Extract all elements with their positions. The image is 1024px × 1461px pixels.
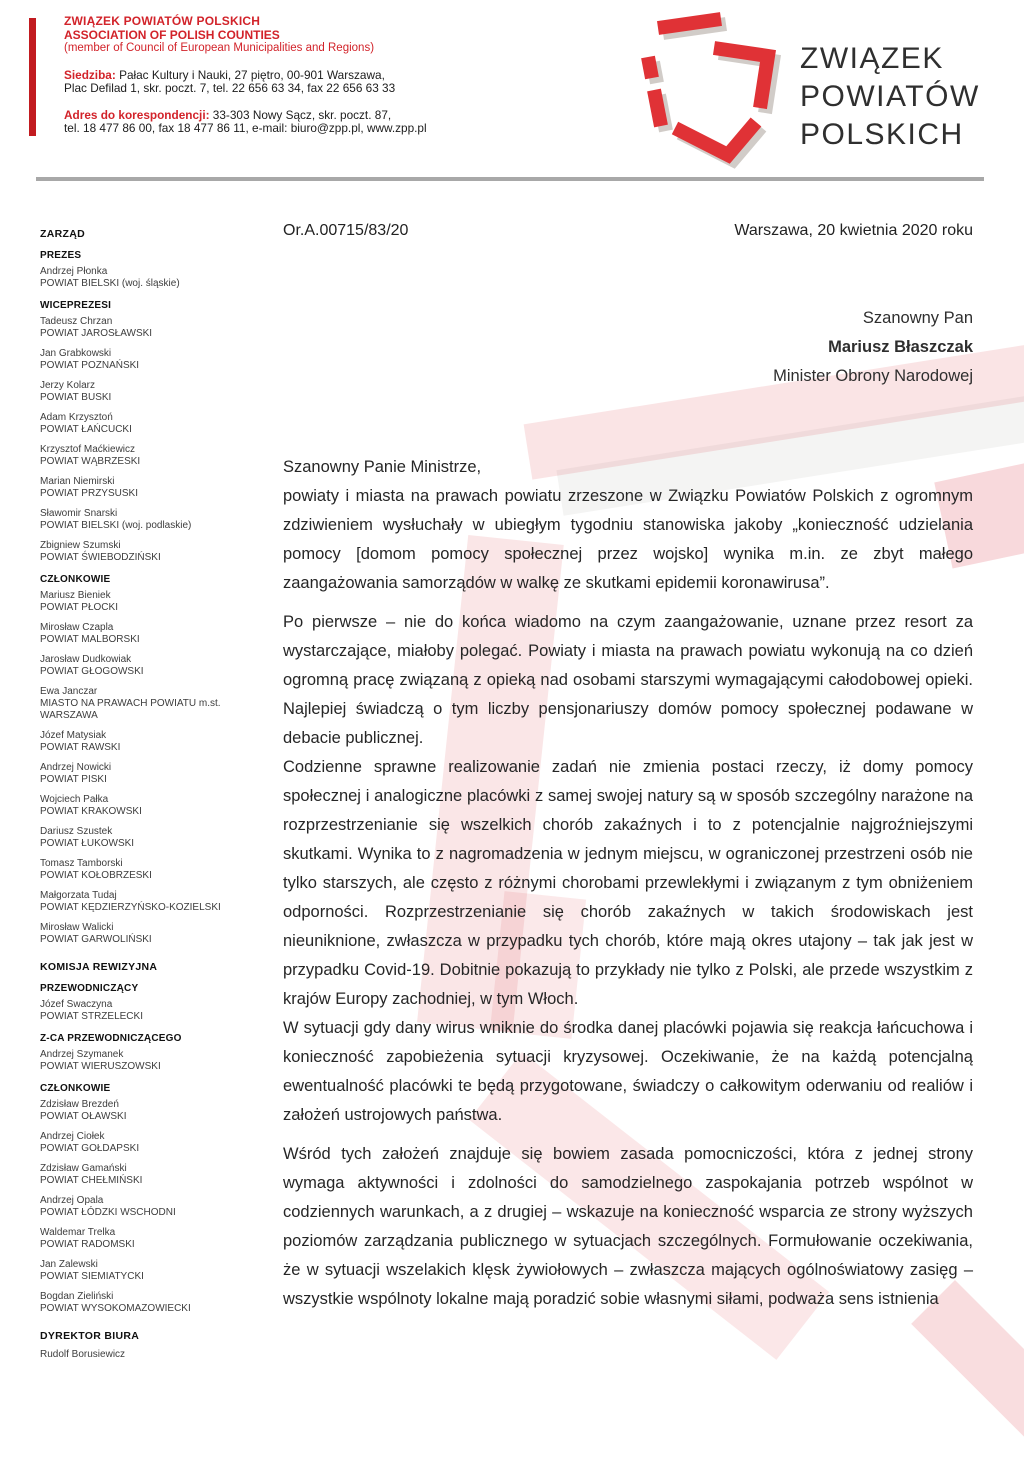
member-unit: POWIAT OŁAWSKI: [40, 1111, 127, 1122]
member-unit: POWIAT PISKI: [40, 774, 107, 785]
member-name: Mariusz Bieniek: [40, 590, 111, 601]
body-paragraph: Wśród tych założeń znajduje się bowiem zasada pomocniczości, która z jednej strony wymaga aktywności i zdolności do samodzielnego zaspokajania potrzeb wspólnot w codziennych warunkach, a z drugiej – wskazuje na konieczność wsparcia ze strony wyższych poziomów zarządzania publicznego w sytuacjach szczególnych. Formułowanie oczekiwania, że w sytuacji wszelakich klęsk żywiołowych – zwłaszcza mających ogólnoświatowy zasięg – wszystkie wspólnoty lokalne mają poradzić sobie własnymi siłami, podważa sens istnienia: [283, 1145, 973, 1308]
letter-main: [283, 222, 973, 1314]
member-name: Sławomir Snarski: [40, 508, 118, 519]
sidebar-member: [40, 590, 245, 614]
member-name: Adam Krzysztoń: [40, 412, 113, 423]
seat-address-line2: Plac Defilad 1, skr. poczt. 7, tel. 22 656 63 34, fax 22 656 63 33: [64, 81, 396, 95]
sidebar-member: [40, 1131, 245, 1155]
logo-word-line2: POWIATÓW: [800, 80, 980, 113]
member-name: Andrzej Płonka: [40, 266, 108, 277]
sidebar-member: [40, 858, 245, 882]
member-name: Józef Swaczyna: [40, 999, 113, 1010]
member-unit: POWIAT KOŁOBRZESKI: [40, 870, 152, 881]
sidebar-member: [40, 508, 245, 532]
member-unit: POWIAT JAROSŁAWSKI: [40, 328, 153, 339]
sidebar-role-label: CZŁONKOWIE: [40, 1083, 111, 1094]
sidebar-member: [40, 1259, 245, 1283]
body-paragraph: Codzienne sprawne realizowanie zadań nie zmienia postaci rzeczy, iż domy pomocy społecznej i analogiczne placówki z samej swojej natury są w sposób szczególny narażone na rozprzestrzenianie się wszelkich chorób zakaźnych i to z potencjalnie najgroźniejszymi skutkami. Wynika to z nagromadzenia w jednym miejscu, w ograniczonej przestrzeni osób nie tylko starszych, ale często z różnymi chorobami przewlekłymi i związanym z tym obniżeniem odporności. Rozprzestrzenianie się chorób zakaźnych w takich środowiskach jest nieuniknione, zwłaszcza w przypadku tych chorób, które mają okres utajony – tak jak jest w przypadku Covid-19. Dobitnie pokazują to przykłady nie tylko z Polski, ale przede wszystkim z krajów Europy zachodniej, w tym Włoch.: [283, 758, 973, 1008]
member-name: Jerzy Kolarz: [40, 380, 96, 391]
sidebar-section-heading: DYREKTOR BIURA: [40, 1330, 140, 1342]
sidebar: [40, 228, 245, 1369]
sidebar-role-label: PRZEWODNICZĄCY: [40, 983, 139, 994]
letter-date: Warszawa, 20 kwietnia 2020 roku: [734, 222, 973, 239]
member-unit: POWIAT ŁUKOWSKI: [40, 838, 135, 849]
sidebar-member: [40, 444, 245, 468]
sidebar-role-label: PREZES: [40, 250, 82, 261]
member-name: Andrzej Szymanek: [40, 1049, 124, 1060]
member-unit: POWIAT CHEŁMIŃSKI: [40, 1175, 143, 1186]
member-unit: POWIAT ŚWIEBODZIŃSKI: [40, 552, 161, 563]
member-name: Waldemar Trelka: [40, 1227, 116, 1238]
member-unit: POWIAT RADOMSKI: [40, 1239, 135, 1250]
recipient-name: Mariusz Błaszczak: [828, 338, 973, 356]
member-name: Krzysztof Maćkiewicz: [40, 444, 136, 455]
header-divider: [36, 177, 984, 181]
member-name: Jan Grabkowski: [40, 348, 112, 359]
logo-word-line1: ZWIĄZEK: [800, 42, 944, 75]
member-unit: POWIAT KĘDZIERZYŃSKO-KOZIELSKI: [40, 902, 221, 913]
sidebar-member: [40, 890, 245, 914]
member-name: Dariusz Szustek: [40, 826, 113, 837]
member-name: Jan Zalewski: [40, 1259, 98, 1270]
sidebar-role-label: Z-CA PRZEWODNICZĄCEGO: [40, 1033, 182, 1044]
sidebar-member: [40, 1049, 245, 1073]
member-unit: POWIAT MALBORSKI: [40, 634, 140, 645]
member-name: Józef Matysiak: [40, 730, 107, 741]
member-name: Rudolf Borusiewicz: [40, 1349, 126, 1360]
org-membership: (member of Council of European Municipalities and Regions): [64, 42, 375, 54]
member-unit: POWIAT KRAKOWSKI: [40, 806, 142, 817]
member-name: Jarosław Dudkowiak: [40, 654, 132, 665]
sidebar-member: [40, 622, 245, 646]
seat-address-line1: [64, 69, 484, 83]
recipient-block: [283, 304, 973, 391]
member-name: Zdzisław Gamański: [40, 1163, 127, 1174]
reference-number: Or.A.00715/83/20: [283, 222, 409, 239]
member-unit: POWIAT GŁOGOWSKI: [40, 666, 144, 677]
member-name: Tadeusz Chrzan: [40, 316, 113, 327]
zpp-logo-mark-icon: [628, 8, 800, 170]
sidebar-member: [40, 476, 245, 500]
letter-body: [283, 453, 973, 1314]
sidebar-role-label: CZŁONKOWIE: [40, 574, 111, 585]
sidebar-member: [40, 686, 245, 722]
member-name: Ewa Janczar: [40, 686, 98, 697]
org-name-en: ASSOCIATION OF POLISH COUNTIES: [64, 27, 280, 42]
member-name: Andrzej Opala: [40, 1195, 104, 1206]
member-unit: POWIAT ŁAŃCUCKI: [40, 424, 132, 435]
body-paragraph: Po pierwsze – nie do końca wiadomo na czym zaangażowanie, uznane przez resort za wystarczające, miałoby polegać. Powiaty i miasta na prawach powiatu wykonują na co dzień ogromną pracę związaną z opieką nad osobami starszymi wymagającymi całodobowej opieki. Najlepiej świadczą o tym liczby pensjonariuszy domów pomocy społecznej podawane w debacie publicznej.: [283, 613, 973, 747]
member-name: Zdzisław Brezdeń: [40, 1099, 119, 1110]
seat-label: Siedziba:: [64, 67, 116, 82]
member-unit: POWIAT WYSOKOMAZOWIECKI: [40, 1303, 191, 1314]
seat-address-rest: Pałac Kultury i Nauki, 27 piętro, 00-901 Warszawa,: [115, 67, 385, 82]
sidebar-member: [40, 762, 245, 786]
sidebar-member: [40, 922, 245, 946]
sidebar-member: [40, 412, 245, 436]
member-name: Zbigniew Szumski: [40, 540, 121, 551]
body-paragraph: powiaty i miasta na prawach powiatu zrzeszone w Związku Powiatów Polskich z ogromnym zdziwieniem wysłuchały w ubiegłym tygodniu stanowiska jakoby „konieczność udzielania pomocy [domom pomocy społecznej przez wojsko] wynika m.in. ze zbyt małego zaangażowania samorządów w walkę ze skutkami epidemii koronawirusa”.: [283, 487, 973, 592]
member-name: Małgorzata Tudaj: [40, 890, 117, 901]
member-unit: POWIAT ŁÓDZKI WSCHODNI: [40, 1207, 176, 1218]
header-address-block: [64, 15, 484, 136]
member-unit: POWIAT PŁOCKI: [40, 602, 118, 613]
member-unit: POWIAT STRZELECKI: [40, 1011, 143, 1022]
sidebar-member: [40, 380, 245, 404]
sidebar-member: [40, 794, 245, 818]
member-unit: POWIAT GOŁDAPSKI: [40, 1143, 140, 1154]
sidebar-member: [40, 826, 245, 850]
sidebar-member: [40, 1291, 245, 1315]
sidebar-role-label: WICEPREZESI: [40, 300, 112, 311]
mail-address-line2: tel. 18 477 86 00, fax 18 477 86 11, e-mail: biuro@zpp.pl, www.zpp.pl: [64, 121, 427, 135]
member-unit: POWIAT RAWSKI: [40, 742, 121, 753]
logo-word-line3: POLSKICH: [800, 118, 964, 151]
recipient-salutation: Szanowny Pan: [862, 309, 973, 327]
member-name: Tomasz Tamborski: [40, 858, 123, 869]
letter-greeting: Szanowny Panie Ministrze,: [283, 458, 482, 476]
logo-wordmark: [800, 40, 980, 154]
sidebar-member: [40, 348, 245, 372]
member-unit: POWIAT BIELSKI (woj. śląskie): [40, 278, 180, 289]
sidebar-section-heading: ZARZĄD: [40, 228, 85, 240]
mail-label: Adres do korespondencji:: [64, 107, 210, 122]
member-unit: POWIAT BIELSKI (woj. podlaskie): [40, 520, 192, 531]
sidebar-section-heading: KOMISJA REWIZYJNA: [40, 961, 158, 973]
member-name: Andrzej Ciołek: [40, 1131, 105, 1142]
sidebar-member: [40, 316, 245, 340]
sidebar-member: [40, 999, 245, 1023]
sidebar-member: [40, 730, 245, 754]
member-unit: MIASTO NA PRAWACH POWIATU m.st. WARSZAWA: [40, 698, 221, 721]
sidebar-member: [40, 1195, 245, 1219]
mail-address-line1: [64, 109, 484, 123]
member-unit: POWIAT WIERUSZOWSKI: [40, 1061, 161, 1072]
member-unit: POWIAT GARWOLIŃSKI: [40, 934, 152, 945]
member-name: Wojciech Pałka: [40, 794, 109, 805]
org-name-pl: ZWIĄZEK POWIATÓW POLSKICH: [64, 14, 261, 28]
mail-address-rest: 33-303 Nowy Sącz, skr. poczt. 87,: [209, 107, 392, 122]
member-unit: POWIAT PRZYSUSKI: [40, 488, 138, 499]
member-name: Mirosław Walicki: [40, 922, 114, 933]
sidebar-member: [40, 654, 245, 678]
recipient-title: Minister Obrony Narodowej: [773, 367, 973, 385]
member-unit: POWIAT WĄBRZESKI: [40, 456, 141, 467]
sidebar-member: [40, 1227, 245, 1251]
member-name: Mirosław Czapla: [40, 622, 114, 633]
member-name: Marian Niemirski: [40, 476, 115, 487]
member-name: Andrzej Nowicki: [40, 762, 112, 773]
member-unit: POWIAT SIEMIATYCKI: [40, 1271, 144, 1282]
member-unit: POWIAT BUSKI: [40, 392, 112, 403]
member-unit: POWIAT POZNAŃSKI: [40, 360, 140, 371]
sidebar-member: [40, 1349, 245, 1361]
sidebar-member: [40, 1163, 245, 1187]
sidebar-member: [40, 266, 245, 290]
sidebar-member: [40, 1099, 245, 1123]
member-name: Bogdan Zieliński: [40, 1291, 114, 1302]
sidebar-member: [40, 540, 245, 564]
body-paragraph: W sytuacji gdy dany wirus wniknie do środka danej placówki pojawia się reakcja łańcuchowa i konieczność zapobieżenia sytuacji kryzysowej. Oczekiwanie, że na każdą potencjalną ewentualność placówki te będą przygotowane, świadczy o całkowitym oderwaniu od realiów i założeń ustrojowych państwa.: [283, 1019, 973, 1124]
header-red-bar: [29, 18, 36, 136]
